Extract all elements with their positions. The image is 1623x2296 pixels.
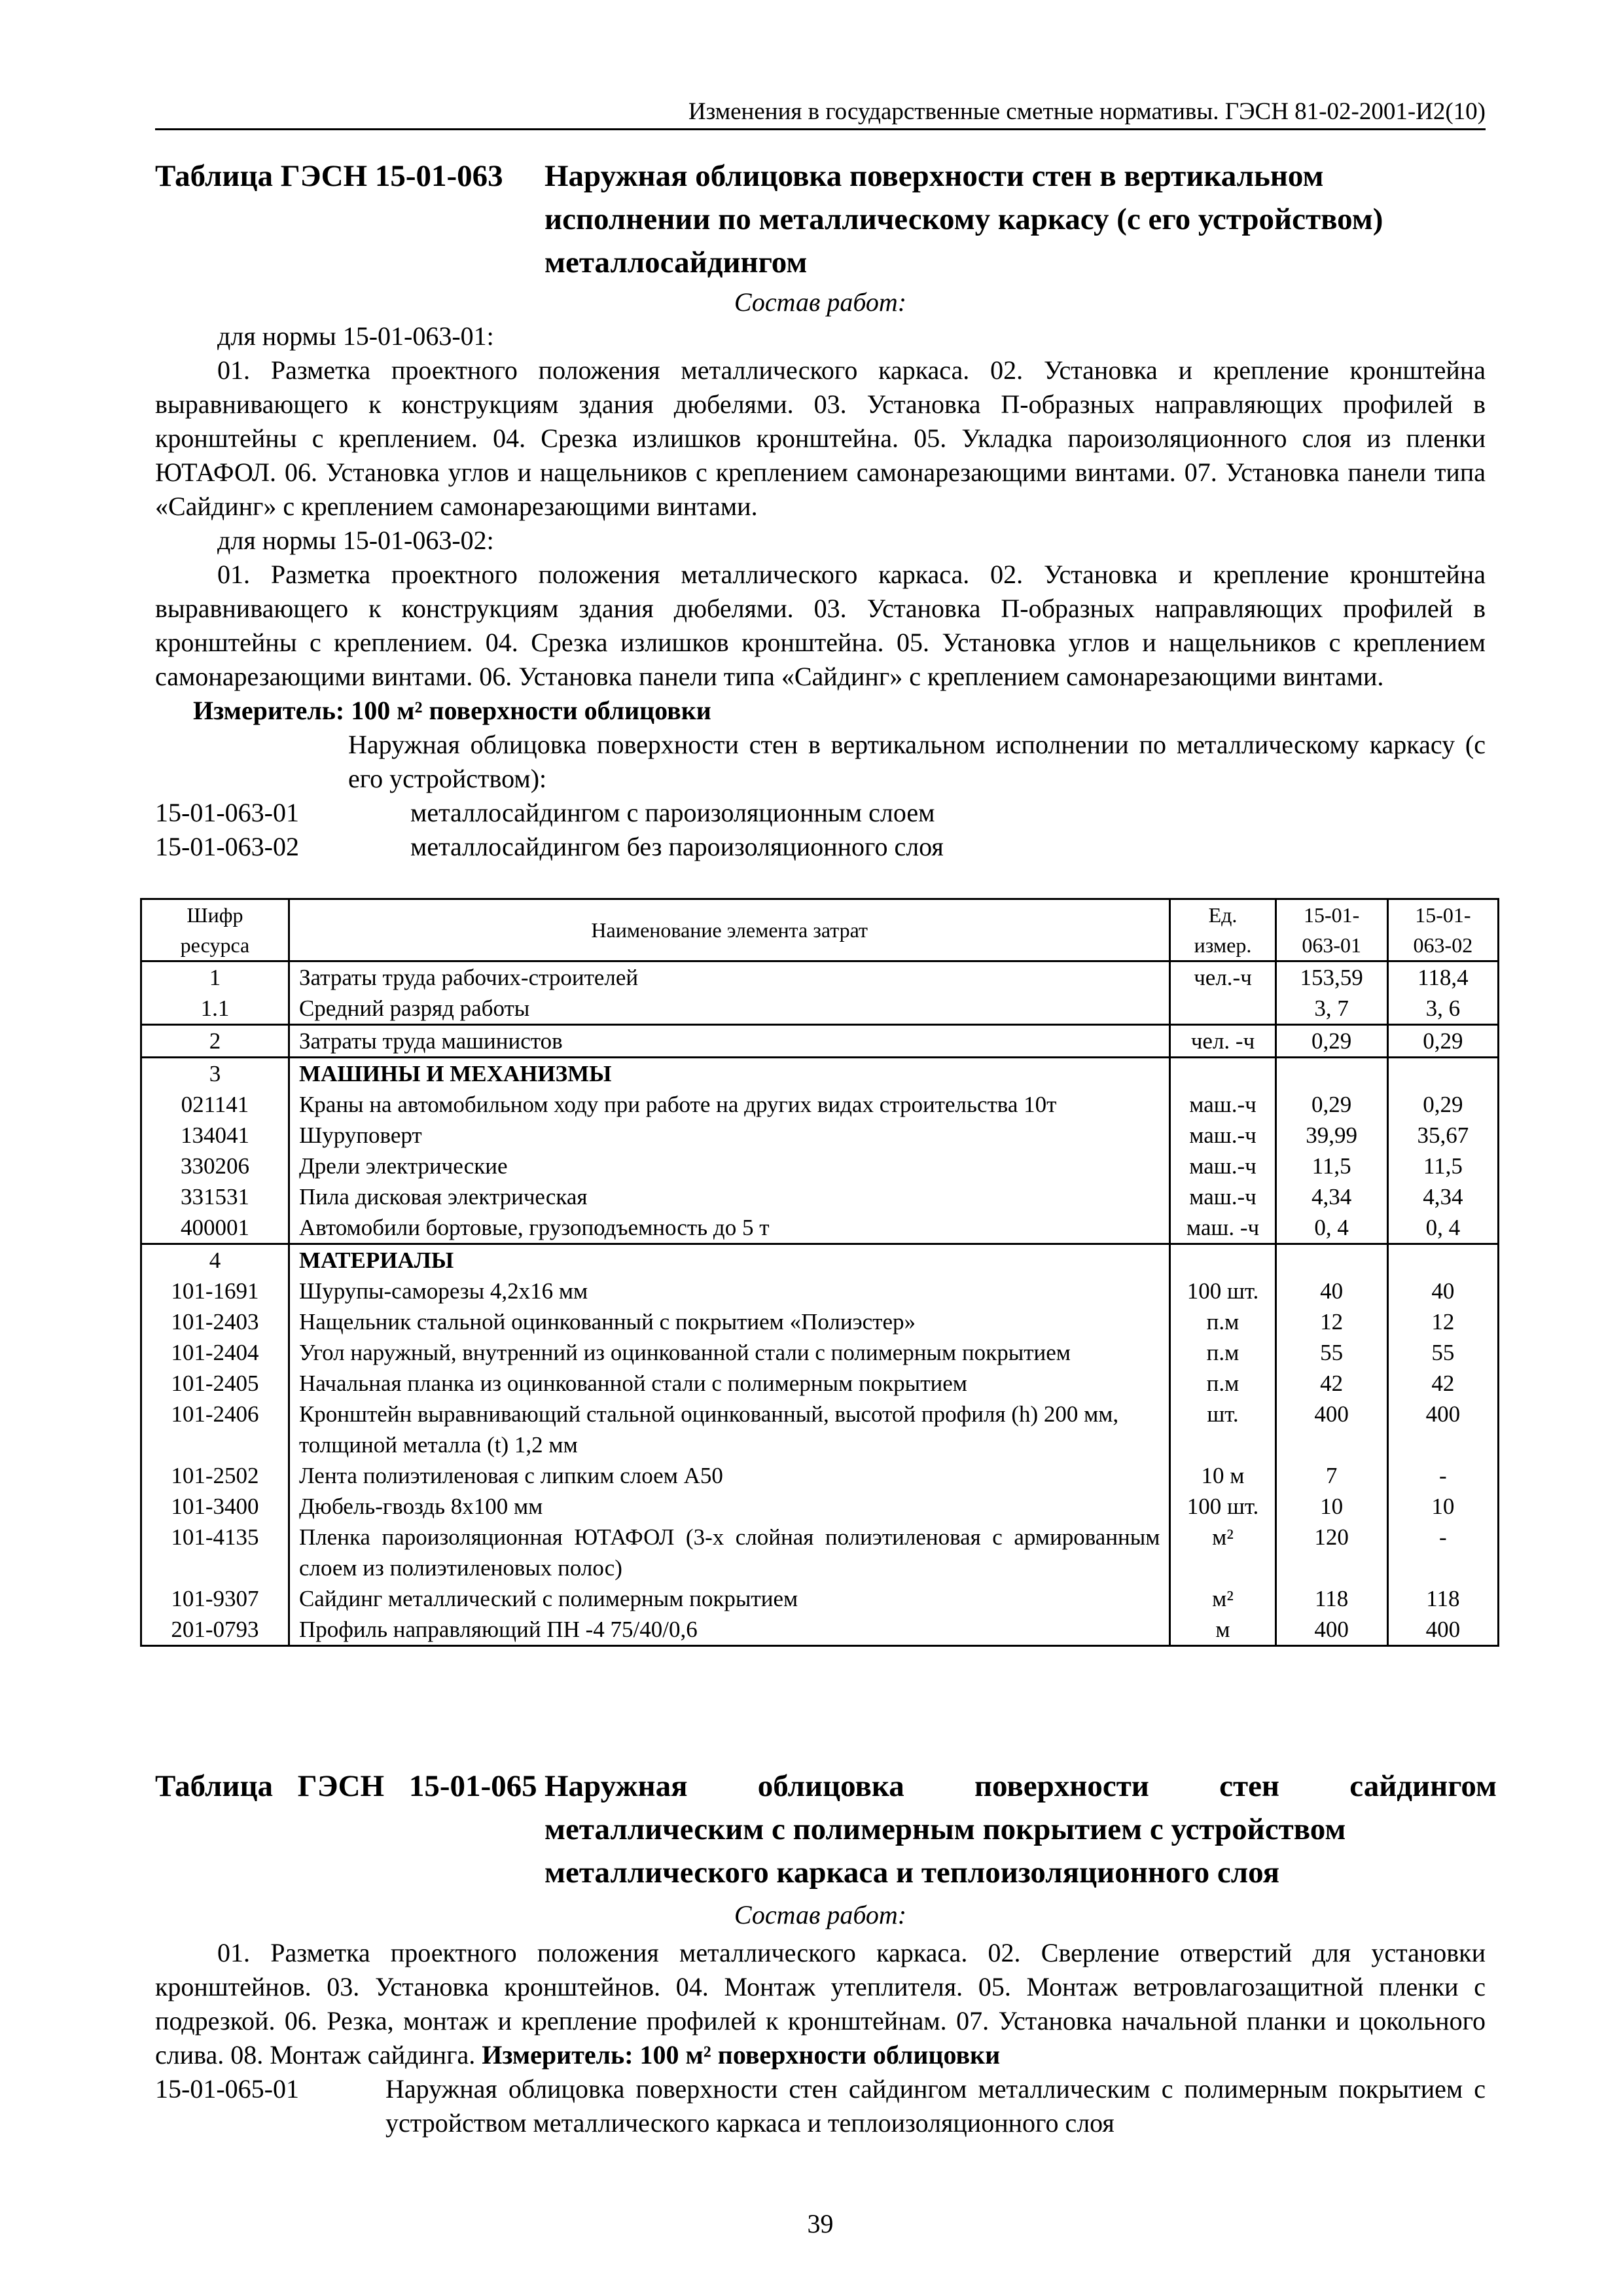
table2-meter: Измеритель: 100 м² поверхности облицовки — [482, 2040, 1001, 2070]
table2-title-line: Наружная облицовка поверхности стен сайдингом — [544, 1769, 1497, 1803]
cell-name: Средний разряд работы — [289, 993, 1170, 1025]
cell-unit: п.м — [1170, 1368, 1275, 1399]
cell-value-063-01: 153,59 — [1275, 961, 1387, 994]
cell-code: 101-4135 — [141, 1522, 289, 1583]
cell-name: Кронштейн выравнивающий стальной оцинкованный, высотой профиля (h) 200 мм, толщиной металла (t) 1,2 мм — [289, 1399, 1170, 1460]
table-row — [141, 961, 1499, 994]
cell-unit: 10 м — [1170, 1460, 1275, 1491]
table-row — [141, 1614, 1499, 1646]
table2-title-line: металлическим с полимерным покрытием с устройством — [544, 1812, 1346, 1846]
cell-value-063-01: 400 — [1275, 1399, 1387, 1460]
cell-name: Пила дисковая электрическая — [289, 1181, 1170, 1212]
cell-name: Затраты труда рабочих-строителей — [289, 961, 1170, 994]
cell-value-063-02: 4,34 — [1387, 1181, 1498, 1212]
table-row — [141, 1058, 1499, 1090]
cell-value-063-01: 10 — [1275, 1491, 1387, 1522]
cell-name: Шуруповерт — [289, 1120, 1170, 1151]
header-col1: 15-01-063-01 — [1275, 899, 1387, 961]
cell-value-063-01: 39,99 — [1275, 1120, 1387, 1151]
cell-unit — [1170, 1244, 1275, 1276]
cell-code: 101-9307 — [141, 1583, 289, 1614]
cell-name: Дрели электрические — [289, 1151, 1170, 1181]
cell-code: 101-1691 — [141, 1276, 289, 1306]
cell-code: 101-2502 — [141, 1460, 289, 1491]
table-row — [141, 1337, 1499, 1368]
cell-name: Сайдинг металлический с полимерным покрытием — [289, 1583, 1170, 1614]
table-row — [141, 1212, 1499, 1244]
table2-composition-caption: Состав работ: — [734, 1900, 907, 1929]
table-row — [141, 1025, 1499, 1058]
cell-code: 4 — [141, 1244, 289, 1276]
table-row — [141, 1120, 1499, 1151]
table-row — [141, 1276, 1499, 1306]
cell-code: 201-0793 — [141, 1614, 289, 1646]
norm-code-description: металлосайдингом без пароизоляционного слоя — [410, 832, 944, 861]
cell-code: 330206 — [141, 1151, 289, 1181]
cell-code: 101-3400 — [141, 1491, 289, 1522]
cell-code: 021141 — [141, 1089, 289, 1120]
table1-norm2-text: 01. Разметка проектного положения металлического каркаса. 02. Установка и крепление кронштейна выравнивающего к конструкциям здания дюбелями. 03. Установка П-образных направляющих профилей в кронштейны с креплением. 04. Срезка излишков кронштейна. 05. Установка углов и нащельников с креплением самонарезающими винтами. 06. Установка панели типа «Сайдинг» с креплением самонарезающими винтами. — [155, 560, 1486, 691]
cell-unit: м² — [1170, 1583, 1275, 1614]
cell-value-063-02: - — [1387, 1460, 1498, 1491]
cell-unit: 100 шт. — [1170, 1276, 1275, 1306]
table1-meter: Измеритель: 100 м² поверхности облицовки — [193, 696, 711, 725]
cell-value-063-01: 3, 7 — [1275, 993, 1387, 1025]
table1-norm2-label — [155, 524, 1486, 558]
cell-name: Дюбель-гвоздь 8х100 мм — [289, 1491, 1170, 1522]
cell-code: 101-2405 — [141, 1368, 289, 1399]
table1-group-description: Наружная облицовка поверхности стен в вертикальном исполнении по металлическому каркасу (с его устройством): — [348, 730, 1486, 793]
cell-value-063-01: 4,34 — [1275, 1181, 1387, 1212]
cell-name: Шурупы-саморезы 4,2х16 мм — [289, 1276, 1170, 1306]
cell-value-063-01: 0, 4 — [1275, 1212, 1387, 1244]
table2-composition — [155, 1936, 1486, 2072]
cell-value-063-02: 0, 4 — [1387, 1212, 1498, 1244]
cell-name: Угол наружный, внутренний из оцинкованной стали с полимерным покрытием — [289, 1337, 1170, 1368]
table1-title-line: исполнении по металлическому каркасу (с его устройством) — [544, 202, 1383, 236]
table1-title-line: Наружная облицовка поверхности стен в вертикальном — [544, 159, 1324, 193]
cell-name: Нащельник стальной оцинкованный с покрытием «Полиэстер» — [289, 1306, 1170, 1337]
cell-value-063-02 — [1387, 1244, 1498, 1276]
cell-name: МАТЕРИАЛЫ — [289, 1244, 1170, 1276]
table1-code-row — [155, 796, 1486, 830]
cell-code: 1 — [141, 961, 289, 994]
table1-name — [544, 154, 1497, 284]
cell-value-063-01: 120 — [1275, 1522, 1387, 1583]
table1-code-row — [155, 830, 1486, 864]
table1-title-line: металлосайдингом — [544, 245, 808, 279]
cell-unit: чел. -ч — [1170, 1025, 1275, 1058]
table1-title — [155, 154, 1497, 285]
table2-code-row — [155, 2072, 1486, 2140]
cell-value-063-02: 118 — [1387, 1583, 1498, 1614]
table2-title-line: металлического каркаса и теплоизоляционного слоя — [544, 1856, 1280, 1890]
table-row — [141, 1306, 1499, 1337]
norm-code: 15-01-063-02 — [155, 832, 299, 861]
cell-unit: шт. — [1170, 1399, 1275, 1460]
cell-value-063-01: 400 — [1275, 1614, 1387, 1646]
cell-value-063-02: 35,67 — [1387, 1120, 1498, 1151]
table1-norm1-text: 01. Разметка проектного положения металлического каркаса. 02. Установка и крепление кронштейна выравнивающего к конструкциям здания дюбелями. 03. Установка П-образных направляющих профилей в кронштейны с креплением. 04. Срезка излишков кронштейна. 05. Укладка пароизоляционного слоя из пленки ЮТАФОЛ. 06. Установка углов и нащельников с креплением самонарезающими винтами. 07. Установка панели типа «Сайдинг» с креплением самонарезающими винтами. — [155, 355, 1486, 521]
cell-value-063-02: 400 — [1387, 1399, 1498, 1460]
cell-unit: маш.-ч — [1170, 1181, 1275, 1212]
cell-value-063-02: 0,29 — [1387, 1025, 1498, 1058]
cell-value-063-02: 400 — [1387, 1614, 1498, 1646]
table-row — [141, 1460, 1499, 1491]
cell-value-063-01: 55 — [1275, 1337, 1387, 1368]
norm-label: для нормы 15-01-063-01: — [217, 321, 494, 351]
cell-unit: маш.-ч — [1170, 1089, 1275, 1120]
cell-value-063-02: 3, 6 — [1387, 993, 1498, 1025]
resource-table-body — [141, 961, 1499, 1646]
cell-code: 1.1 — [141, 993, 289, 1025]
header-code: Шифр ресурса — [141, 899, 289, 961]
table-row — [141, 1089, 1499, 1120]
cell-name: Затраты труда машинистов — [289, 1025, 1170, 1058]
table1-composition-caption: Состав работ: — [734, 287, 907, 317]
page-number: 39 — [807, 2209, 834, 2238]
cell-name: Пленка пароизоляционная ЮТАФОЛ (3-х слойная полиэтиленовая с армированным слоем из полиэтиленовых полос) — [289, 1522, 1170, 1583]
cell-value-063-02: 10 — [1387, 1491, 1498, 1522]
cell-code: 2 — [141, 1025, 289, 1058]
header-unit: Ед. измер. — [1170, 899, 1275, 961]
table1-heading: Таблица ГЭСН 15-01-063 — [155, 159, 503, 193]
cell-value-063-01: 42 — [1275, 1368, 1387, 1399]
cell-value-063-01: 0,29 — [1275, 1025, 1387, 1058]
norm-code-description: Наружная облицовка поверхности стен сайдингом металлическим с полимерным покрытием с устройством металлического каркаса и теплоизоляционного слоя — [385, 2074, 1486, 2138]
cell-value-063-01 — [1275, 1244, 1387, 1276]
running-header: Изменения в государственные сметные нормативы. ГЭСН 81-02-2001-И2(10) — [155, 97, 1486, 130]
cell-value-063-01: 11,5 — [1275, 1151, 1387, 1181]
cell-value-063-02: 40 — [1387, 1276, 1498, 1306]
norm-code: 15-01-063-01 — [155, 798, 299, 827]
table2-composition-text: 01. Разметка проектного положения металлического каркаса. 02. Сверление отверстий для установки кронштейнов. 03. Установка кронштейнов. 04. Монтаж утеплителя. 05. Монтаж ветровлагозащитной пленки с подрезкой. 06. Резка, монтаж и крепление профилей к кронштейнам. 07. Установка начальной планки и цокольного слива. 08. Монтаж сайдинга. — [155, 1938, 1486, 2070]
cell-value-063-02 — [1387, 1058, 1498, 1090]
cell-value-063-01 — [1275, 1058, 1387, 1090]
cell-code: 3 — [141, 1058, 289, 1090]
cell-unit: 100 шт. — [1170, 1491, 1275, 1522]
cell-unit: п.м — [1170, 1306, 1275, 1337]
cell-code: 400001 — [141, 1212, 289, 1244]
cell-unit: маш.-ч — [1170, 1151, 1275, 1181]
table-row — [141, 1181, 1499, 1212]
cell-value-063-01: 0,29 — [1275, 1089, 1387, 1120]
cell-value-063-01: 118 — [1275, 1583, 1387, 1614]
cell-value-063-02: 0,29 — [1387, 1089, 1498, 1120]
norm-code: 15-01-065-01 — [155, 2074, 299, 2104]
table2-title — [155, 1765, 1497, 1895]
norm-code-description: металлосайдингом с пароизоляционным слоем — [410, 798, 935, 827]
table-row — [141, 993, 1499, 1025]
cell-value-063-01: 40 — [1275, 1276, 1387, 1306]
cell-name: Краны на автомобильном ходу при работе на других видах строительства 10т — [289, 1089, 1170, 1120]
table-row — [141, 1368, 1499, 1399]
table1-norm1-label — [155, 319, 1486, 353]
cell-code: 101-2403 — [141, 1306, 289, 1337]
cell-unit — [1170, 1058, 1275, 1090]
table-row — [141, 1522, 1499, 1583]
cell-value-063-02: - — [1387, 1522, 1498, 1583]
cell-code: 101-2404 — [141, 1337, 289, 1368]
cell-unit: п.м — [1170, 1337, 1275, 1368]
cell-code: 101-2406 — [141, 1399, 289, 1460]
cell-value-063-02: 118,4 — [1387, 961, 1498, 994]
header-col2: 15-01-063-02 — [1387, 899, 1498, 961]
table-row — [141, 1151, 1499, 1181]
table-header-row — [141, 899, 1499, 961]
cell-unit: маш.-ч — [1170, 1120, 1275, 1151]
cell-value-063-02: 42 — [1387, 1368, 1498, 1399]
cell-unit: м² — [1170, 1522, 1275, 1583]
cell-code: 331531 — [141, 1181, 289, 1212]
cell-unit: чел.-ч — [1170, 961, 1275, 994]
cell-name: Автомобили бортовые, грузоподъемность до 5 т — [289, 1212, 1170, 1244]
cell-unit: маш. -ч — [1170, 1212, 1275, 1244]
table-row — [141, 1491, 1499, 1522]
header-name: Наименование элемента затрат — [289, 899, 1170, 961]
table-row — [141, 1583, 1499, 1614]
norm-label: для нормы 15-01-063-02: — [217, 526, 494, 555]
cell-name: Профиль направляющий ПН -4 75/40/0,6 — [289, 1614, 1170, 1646]
table1-group-description-block — [155, 728, 1486, 796]
table-row — [141, 1244, 1499, 1276]
resource-table — [140, 898, 1499, 1647]
table2-name — [544, 1765, 1497, 1894]
cell-name: Начальная планка из оцинкованной стали с полимерным покрытием — [289, 1368, 1170, 1399]
cell-value-063-02: 55 — [1387, 1337, 1498, 1368]
cell-value-063-01: 7 — [1275, 1460, 1387, 1491]
table2-heading: Таблица ГЭСН 15-01-065 — [155, 1769, 537, 1803]
cell-value-063-02: 12 — [1387, 1306, 1498, 1337]
cell-name: Лента полиэтиленовая с липким слоем А50 — [289, 1460, 1170, 1491]
cell-code: 134041 — [141, 1120, 289, 1151]
cell-name: МАШИНЫ И МЕХАНИЗМЫ — [289, 1058, 1170, 1090]
table-row — [141, 1399, 1499, 1460]
cell-value-063-01: 12 — [1275, 1306, 1387, 1337]
cell-unit: м — [1170, 1614, 1275, 1646]
cell-unit — [1170, 993, 1275, 1025]
cell-value-063-02: 11,5 — [1387, 1151, 1498, 1181]
